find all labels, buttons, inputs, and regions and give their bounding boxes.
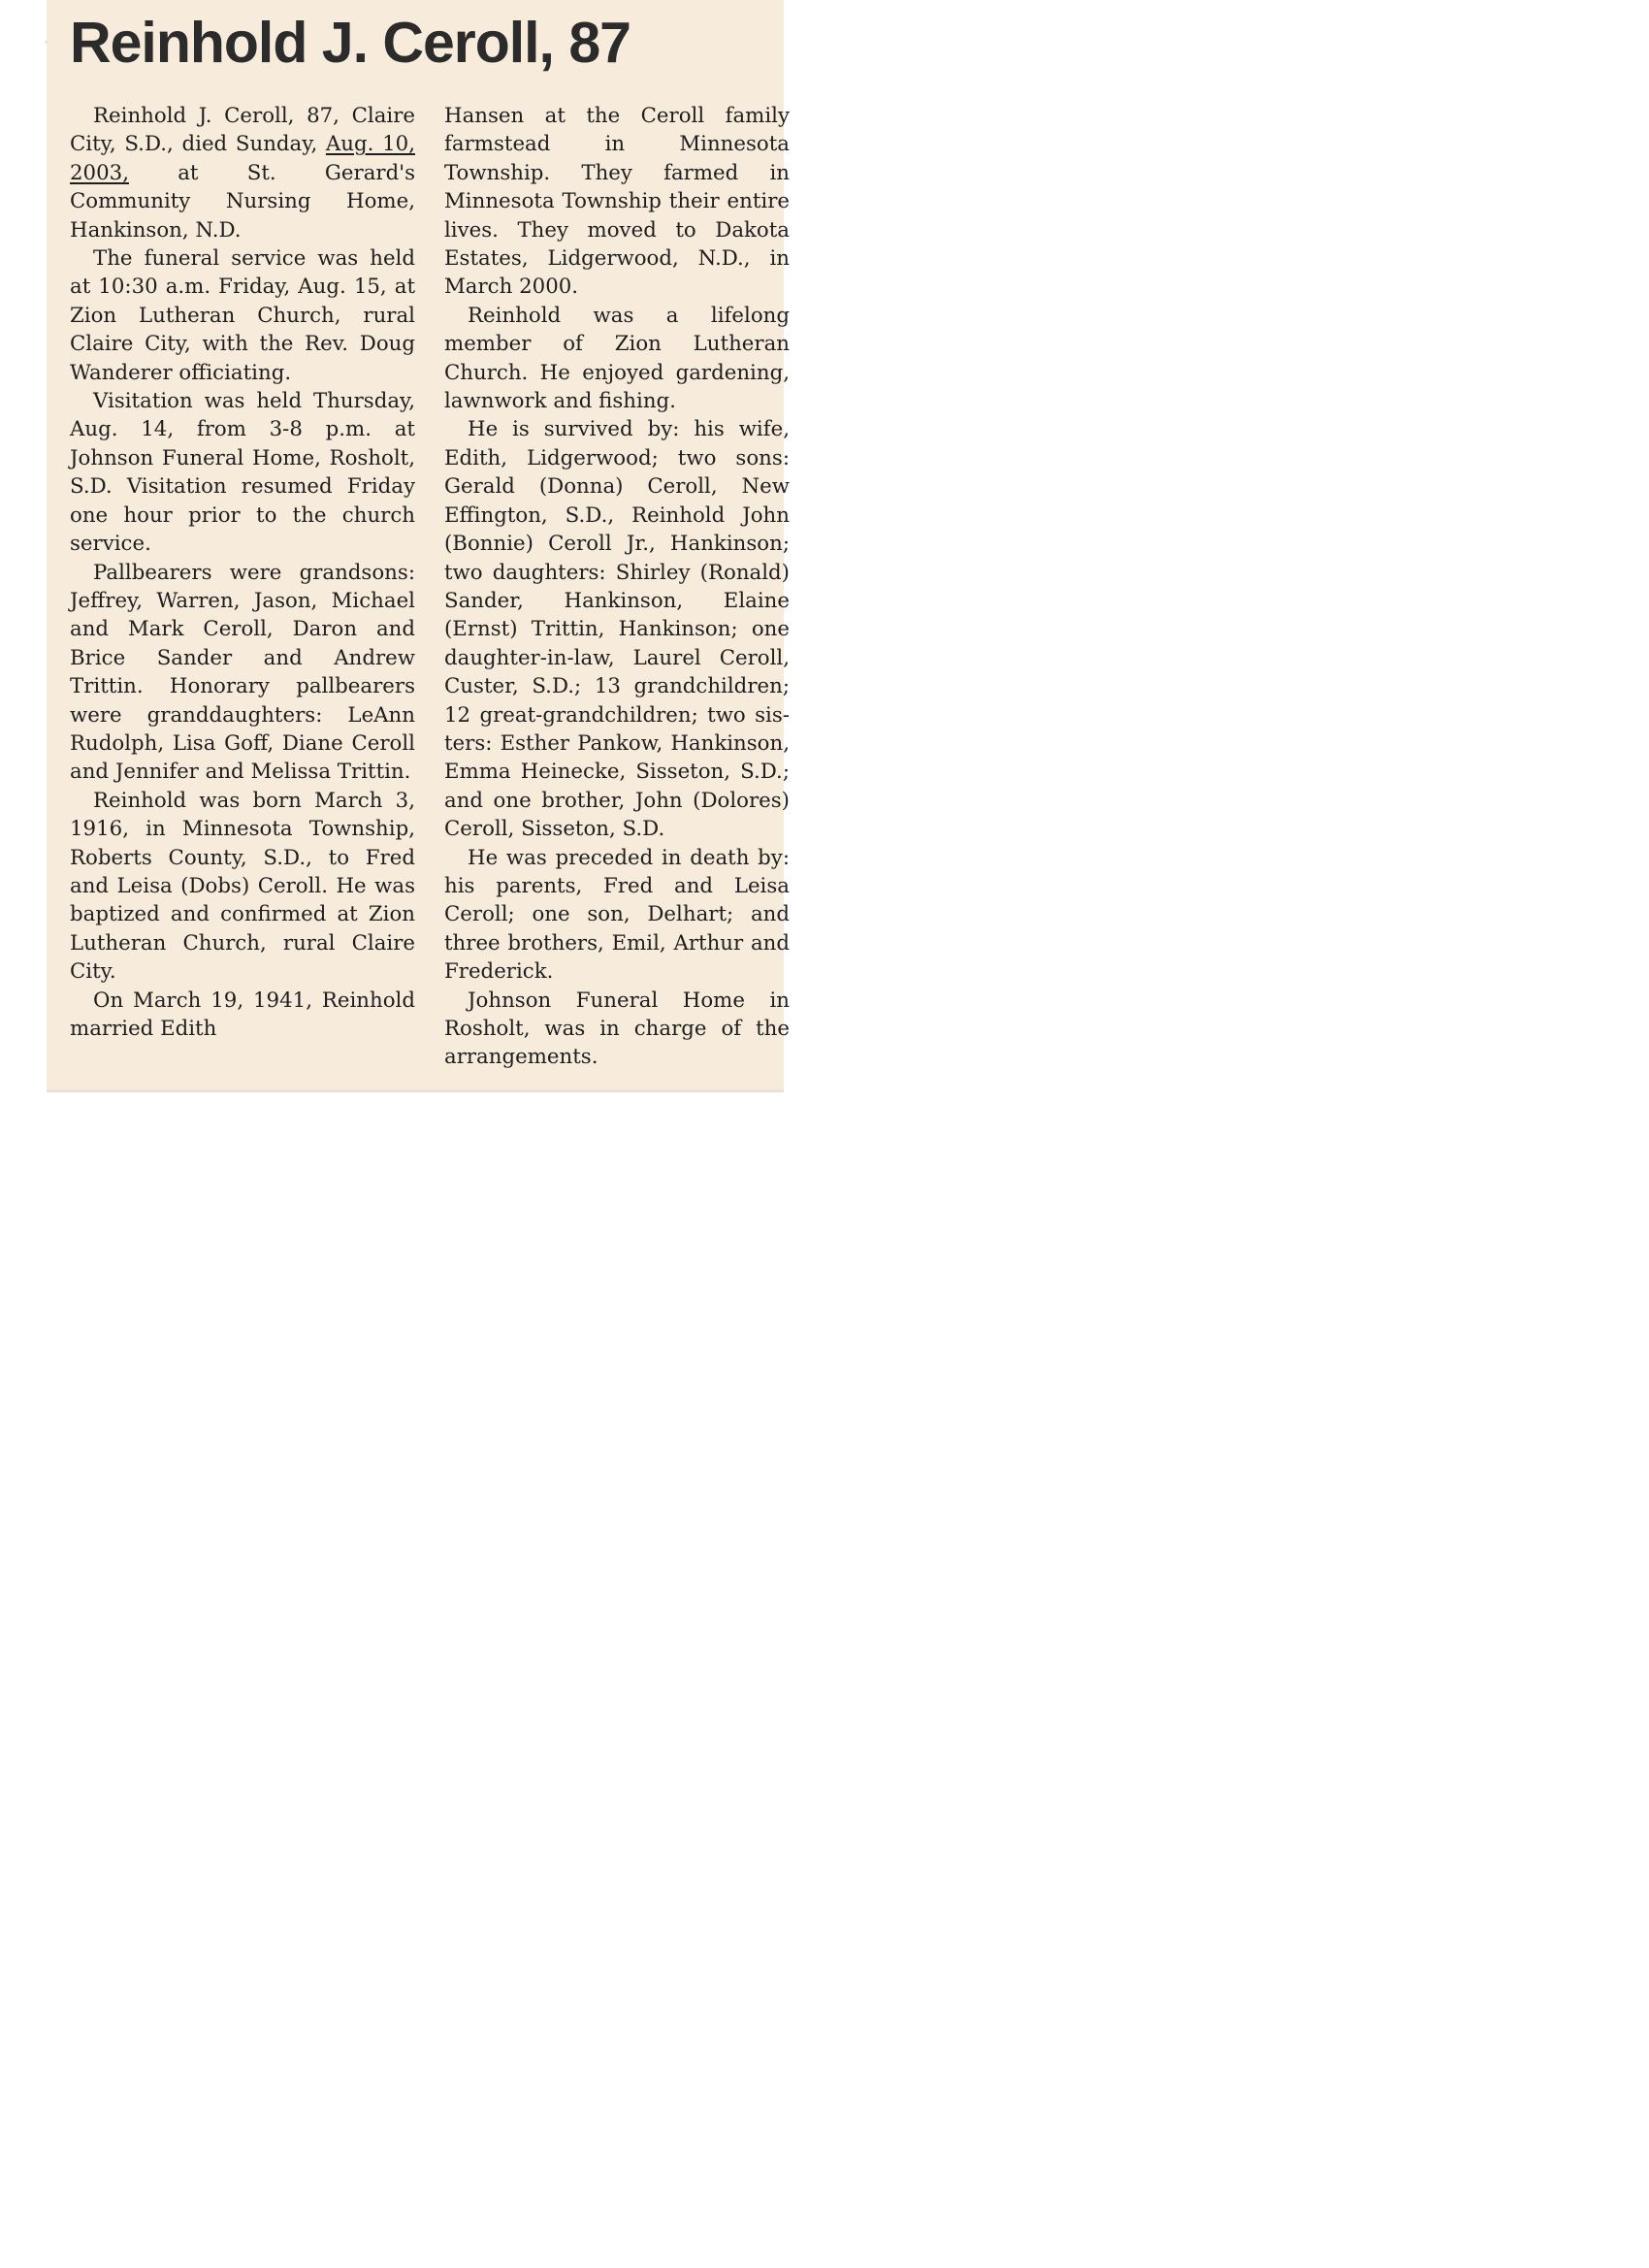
newspaper-clipping (47, 0, 790, 1092)
paragraph: He was preceded in death by: his parents, Fred and Leisa Ceroll; one son, Delhart; and three brothers, Emil, Arthur and Frederick. (444, 845, 790, 985)
paragraph: Visitation was held Thursday, Aug. 14, from 3-8 p.m. at Johnson Funeral Home, Rosholt, S.D. Visitation resumed Friday one hour prior to the church service. (70, 389, 415, 557)
paragraph: He is survived by: his wife, Edith, Lidgerwood; two sons: Gerald (Donna) Ceroll, New Effington, S.D., Reinhold John (Bonnie) Ceroll Jr., Hankinson; two daughters: Shirley (Ronald) Sander, Hankinson, Elaine (Ernst) Trittin, Hankinson; one daughter-in-law, Laurel Ceroll, Custer, S.D.; 13 grandchildren; 12 great-grandchildren; two sisters: Esther Pankow, Hankinson, Emma Heinecke, Sisseton, S.D.; and one brother, John (Dolores) Ceroll, Sisseton, S.D. (444, 417, 790, 842)
paragraph: Reinhold was born March 3, 1916, in Minnesota Township, Roberts County, S.D., to Fred and Leisa (Dobs) Ceroll. He was baptized and confirmed at Zion Lutheran Church, rural Claire City. (70, 788, 415, 985)
underlined-death-date: Aug. 10, 2003, (70, 132, 415, 185)
paragraph: Johnson Funeral Home in Rosholt, was in charge of the arrangements. (444, 988, 790, 1070)
paragraph: Pallbearers were grandsons: Jeffrey, Warren, Jason, Michael and Mark Ceroll, Daron and Brice Sander and Andrew Trittin. Honorary pallbearers were granddaughters: LeAnn Rudolph, Lisa Goff, Diane Ceroll and Jennifer and Melissa Trittin. (70, 560, 415, 785)
paragraph: Hansen at the Ceroll family farmstead in Minnesota Township. They farmed in Minnesota Township their entire lives. They moved to Dakota Estates, Lidgerwood, N.D., in March 2000. (444, 104, 790, 300)
article-column-right (444, 102, 790, 1072)
paragraph: Reinhold J. Ceroll, 87, Claire City, S.D., died Sunday, Aug. 10, 2003, at St. Gerard's Community Nursing Home, Hankinson, N.D. (70, 104, 415, 243)
obituary-headline: Reinhold J. Ceroll, 87 (70, 11, 630, 75)
paragraph: Reinhold was a lifelong member of Zion Lutheran Church. He enjoyed gardening, lawnwork and fishing. (444, 303, 790, 414)
paragraph: On March 19, 1941, Reinhold married Edith (70, 988, 415, 1041)
paragraph: The funeral service was held at 10:30 a.m. Friday, Aug. 15, at Zion Lutheran Church, rural Claire City, with the Rev. Doug Wanderer officiating. (70, 246, 415, 385)
article-column-left (70, 102, 415, 1043)
